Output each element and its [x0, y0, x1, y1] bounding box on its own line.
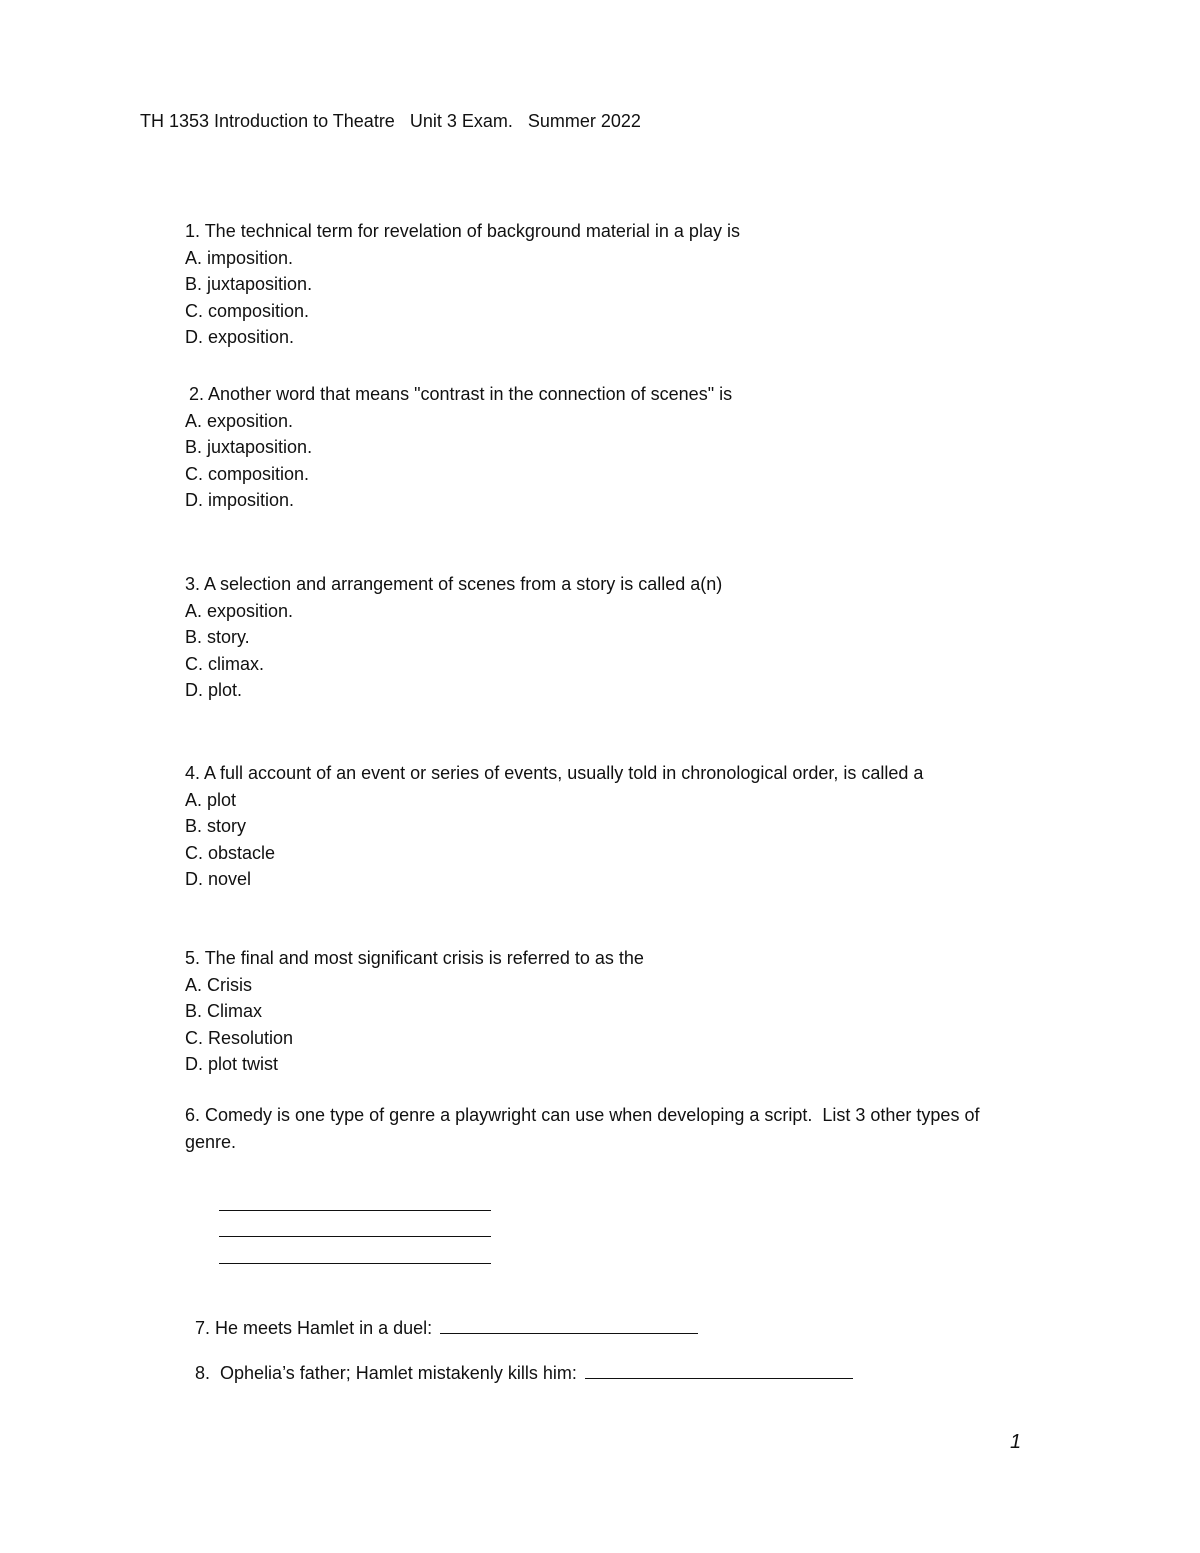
- question-stem: 5. The final and most significant crisis is referred to as the: [185, 948, 644, 968]
- option-d: D. exposition.: [185, 327, 295, 347]
- answer-blank-line[interactable]: [440, 1315, 698, 1334]
- option-b: B. story: [185, 816, 247, 836]
- answer-blanks: [219, 1184, 491, 1264]
- option-a: A. plot: [185, 789, 237, 810]
- question-2: [185, 381, 1009, 514]
- option-c: C. Resolution: [185, 1027, 294, 1048]
- question-1: [185, 218, 1005, 351]
- exam-title: TH 1353 Introduction to Theatre Unit 3 Exam. Summer 2022: [140, 111, 641, 131]
- question-5: [185, 945, 1005, 1078]
- option-c: C. composition.: [185, 300, 310, 321]
- question-4: [185, 760, 1005, 893]
- option-a: A. Crisis: [185, 974, 252, 995]
- option-d: D. plot.: [185, 680, 243, 700]
- option-a: A. imposition.: [185, 247, 294, 268]
- option-d: D. imposition.: [185, 490, 295, 510]
- option-b: B. juxtaposition.: [185, 437, 313, 457]
- option-b: B. story.: [185, 627, 250, 647]
- question-stem: 3. A selection and arrangement of scenes from a story is called a(n): [185, 574, 723, 594]
- answer-blank-line[interactable]: [585, 1360, 853, 1379]
- question-stem: 8. Ophelia’s father; Hamlet mistakenly kills him:: [195, 1362, 577, 1383]
- option-d: D. plot twist: [185, 1054, 279, 1074]
- question-stem: 6. Comedy is one type of genre a playwright can use when developing a script. List 3 other types of genre.: [185, 1105, 985, 1152]
- option-b: B. Climax: [185, 1001, 263, 1021]
- answer-blank-line[interactable]: [219, 1237, 491, 1264]
- answer-blank-line[interactable]: [219, 1184, 491, 1211]
- answer-blank-line[interactable]: [219, 1211, 491, 1238]
- option-c: C. composition.: [185, 463, 310, 484]
- question-stem: 4. A full account of an event or series of events, usually told in chronological order, is called a: [185, 763, 924, 783]
- option-c: C. climax.: [185, 653, 265, 674]
- option-d: D. novel: [185, 869, 252, 889]
- option-b: B. juxtaposition.: [185, 274, 313, 294]
- question-stem: 7. He meets Hamlet in a duel:: [195, 1317, 433, 1338]
- question-6: [185, 1102, 985, 1155]
- question-8: [185, 1333, 853, 1386]
- option-c: C. obstacle: [185, 842, 276, 863]
- option-a: A. exposition.: [185, 600, 294, 621]
- option-a: A. exposition.: [185, 410, 294, 431]
- question-stem: 1. The technical term for revelation of background material in a play is: [185, 221, 740, 241]
- page-number: 1: [1010, 1431, 1022, 1453]
- question-stem: 2. Another word that means "contrast in the connection of scenes" is: [189, 384, 733, 404]
- question-3: [185, 571, 1005, 704]
